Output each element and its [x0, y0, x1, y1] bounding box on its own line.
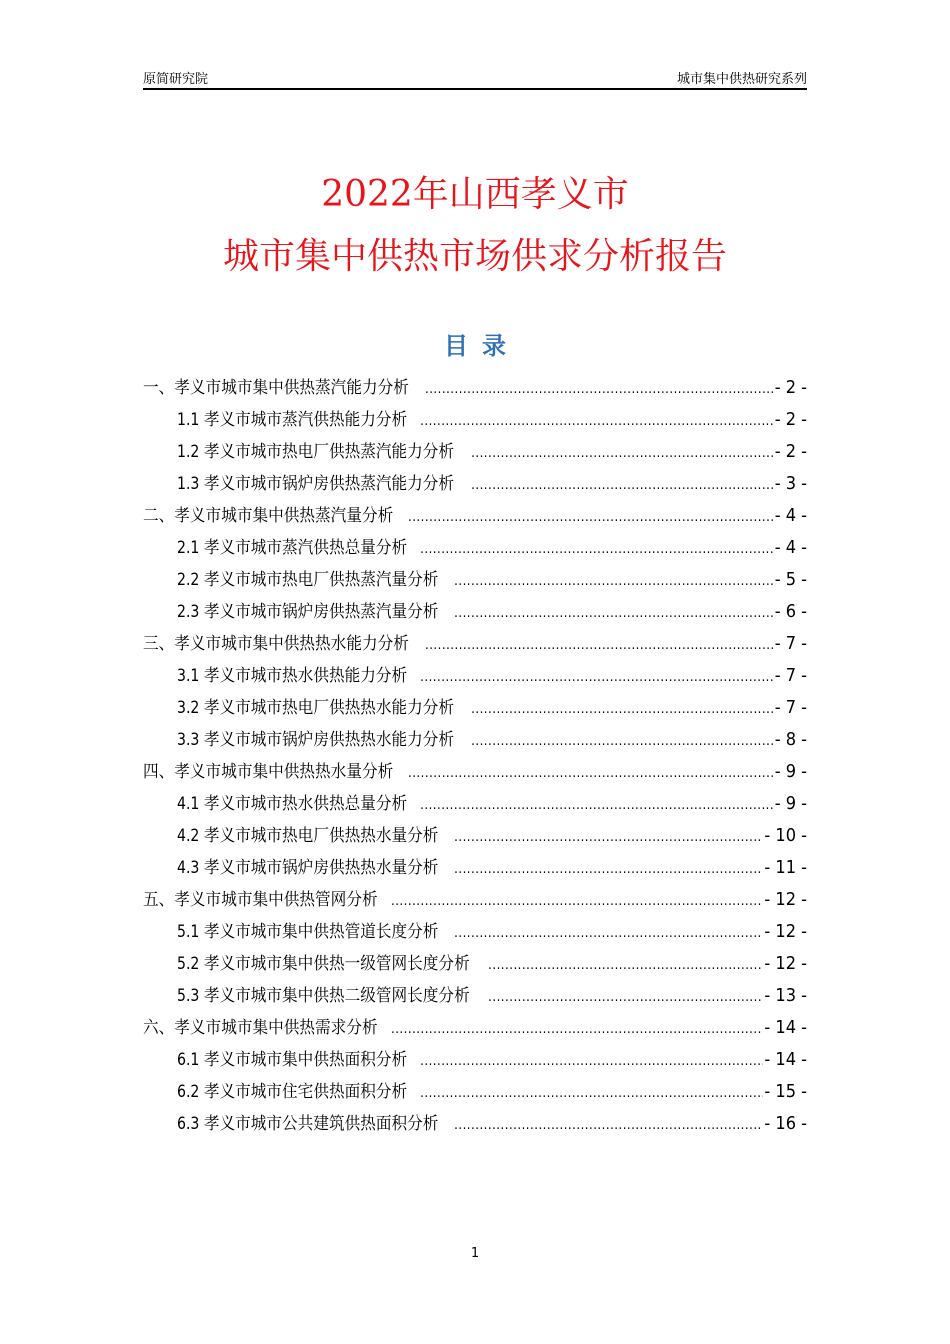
toc-entry-label: 1.2 孝义市城市热电厂供热蒸汽能力分析 [177, 442, 455, 462]
toc-entry-section[interactable] [143, 596, 807, 628]
toc-entry-page: - 14 - [764, 1049, 807, 1070]
toc-entry-page: - 12 - [764, 921, 807, 942]
toc-entry-page: - 4 - [774, 537, 807, 558]
toc-entry-page: - 12 - [764, 953, 807, 974]
toc-entry-page: - 15 - [764, 1081, 807, 1102]
toc-dot-leader [420, 790, 774, 822]
toc-entry-section[interactable] [143, 916, 807, 948]
toc-entry-section[interactable] [143, 692, 807, 724]
toc-entry-label: 6.2 孝义市城市住宅供热面积分析 [177, 1082, 408, 1102]
toc-entry-section[interactable] [143, 820, 807, 852]
toc-entry-label: 六、孝义市城市集中供热需求分析 [143, 1018, 378, 1038]
toc-entry-label: 2.1 孝义市城市蒸汽供热总量分析 [177, 538, 408, 558]
toc-entry-label: 二、孝义市城市集中供热蒸汽量分析 [143, 506, 394, 526]
toc-entry-label: 6.1 孝义市城市集中供热面积分析 [177, 1050, 408, 1070]
toc-dot-leader [420, 1046, 763, 1078]
toc-entry-page: - 6 - [774, 601, 807, 622]
toc-entry-section[interactable] [143, 1044, 807, 1076]
toc-dot-leader [454, 598, 774, 630]
toc-dot-leader [471, 470, 774, 502]
toc-entry-page: - 7 - [774, 633, 807, 654]
toc-entry-chapter[interactable] [143, 628, 807, 660]
toc-entry-label: 5.3 孝义市城市集中供热二级管网长度分析 [177, 986, 470, 1006]
toc-entry-page: - 2 - [774, 409, 807, 430]
toc-dot-leader [420, 662, 774, 694]
toc-entry-section[interactable] [143, 468, 807, 500]
toc-entry-section[interactable] [143, 1076, 807, 1108]
toc-entry-section[interactable] [143, 724, 807, 756]
toc-entry-label: 4.1 孝义市城市热水供热总量分析 [177, 794, 408, 814]
toc-dot-leader [488, 982, 763, 1014]
toc-entry-section[interactable] [143, 436, 807, 468]
toc-dot-leader [391, 886, 763, 918]
toc-entry-label: 四、孝义市城市集中供热热水量分析 [143, 762, 394, 782]
toc-entry-chapter[interactable] [143, 756, 807, 788]
toc-entry-section[interactable] [143, 948, 807, 980]
toc-entry-page: - 8 - [774, 729, 807, 750]
toc-entry-page: - 9 - [774, 793, 807, 814]
header-series: 城市集中供热研究系列 [676, 72, 807, 87]
table-of-contents [143, 372, 807, 1140]
toc-dot-leader [420, 534, 774, 566]
toc-entry-page: - 13 - [764, 985, 807, 1006]
toc-entry-page: - 10 - [764, 825, 807, 846]
toc-entry-page: - 2 - [774, 441, 807, 462]
toc-entry-label: 3.3 孝义市城市锅炉房供热热水能力分析 [177, 730, 455, 750]
toc-dot-leader [471, 694, 774, 726]
toc-entry-section[interactable] [143, 852, 807, 884]
toc-entry-label: 一、孝义市城市集中供热蒸汽能力分析 [143, 378, 409, 398]
toc-dot-leader [471, 726, 774, 758]
toc-entry-section[interactable] [143, 1108, 807, 1140]
report-title-line1: 2022年山西孝义市 [321, 174, 629, 215]
toc-dot-leader [488, 950, 763, 982]
toc-entry-page: - 7 - [774, 697, 807, 718]
toc-entry-label: 5.1 孝义市城市集中供热管道长度分析 [177, 922, 439, 942]
toc-entry-section[interactable] [143, 788, 807, 820]
toc-entry-label: 三、孝义市城市集中供热热水能力分析 [143, 634, 409, 654]
toc-entry-section[interactable] [143, 660, 807, 692]
page-number: 1 [470, 1246, 480, 1261]
toc-entry-label: 5.2 孝义市城市集中供热一级管网长度分析 [177, 954, 470, 974]
toc-entry-label: 3.1 孝义市城市热水供热能力分析 [177, 666, 408, 686]
toc-entry-label: 4.2 孝义市城市热电厂供热热水量分析 [177, 826, 439, 846]
toc-entry-page: - 16 - [764, 1113, 807, 1134]
toc-dot-leader [425, 630, 774, 662]
toc-dot-leader [420, 406, 774, 438]
toc-entry-chapter[interactable] [143, 1012, 807, 1044]
toc-entry-label: 1.1 孝义市城市蒸汽供热能力分析 [177, 410, 408, 430]
toc-entry-label: 4.3 孝义市城市锅炉房供热热水量分析 [177, 858, 439, 878]
toc-entry-label: 2.3 孝义市城市锅炉房供热蒸汽量分析 [177, 602, 439, 622]
toc-entry-page: - 2 - [774, 377, 807, 398]
toc-dot-leader [454, 1110, 763, 1142]
toc-entry-page: - 5 - [774, 569, 807, 590]
toc-entry-label: 1.3 孝义市城市锅炉房供热蒸汽能力分析 [177, 474, 455, 494]
toc-entry-section[interactable] [143, 980, 807, 1012]
toc-entry-chapter[interactable] [143, 884, 807, 916]
toc-entry-label: 2.2 孝义市城市热电厂供热蒸汽量分析 [177, 570, 439, 590]
toc-entry-section[interactable] [143, 532, 807, 564]
toc-entry-label: 五、孝义市城市集中供热管网分析 [143, 890, 378, 910]
toc-dot-leader [454, 822, 763, 854]
toc-dot-leader [471, 438, 774, 470]
toc-dot-leader [425, 374, 774, 406]
toc-entry-page: - 3 - [774, 473, 807, 494]
toc-entry-chapter[interactable] [143, 500, 807, 532]
toc-dot-leader [408, 502, 774, 534]
toc-entry-page: - 7 - [774, 665, 807, 686]
report-title-line2: 城市集中供热市场供求分析报告 [222, 236, 727, 277]
toc-entry-page: - 11 - [764, 857, 807, 878]
page-header [143, 66, 807, 90]
toc-dot-leader [454, 566, 774, 598]
toc-entry-page: - 14 - [764, 1017, 807, 1038]
toc-entry-page: - 4 - [774, 505, 807, 526]
toc-entry-page: - 9 - [774, 761, 807, 782]
toc-entry-chapter[interactable] [143, 372, 807, 404]
toc-dot-leader [454, 918, 763, 950]
toc-entry-section[interactable] [143, 564, 807, 596]
toc-entry-page: - 12 - [764, 889, 807, 910]
toc-dot-leader [391, 1014, 763, 1046]
toc-dot-leader [408, 758, 774, 790]
toc-entry-section[interactable] [143, 404, 807, 436]
toc-entry-label: 6.3 孝义市城市公共建筑供热面积分析 [177, 1114, 439, 1134]
toc-entry-label: 3.2 孝义市城市热电厂供热热水能力分析 [177, 698, 455, 718]
toc-heading: 目录 [444, 332, 520, 360]
header-organization: 原简研究院 [143, 72, 209, 87]
toc-dot-leader [420, 1078, 763, 1110]
toc-dot-leader [454, 854, 763, 886]
